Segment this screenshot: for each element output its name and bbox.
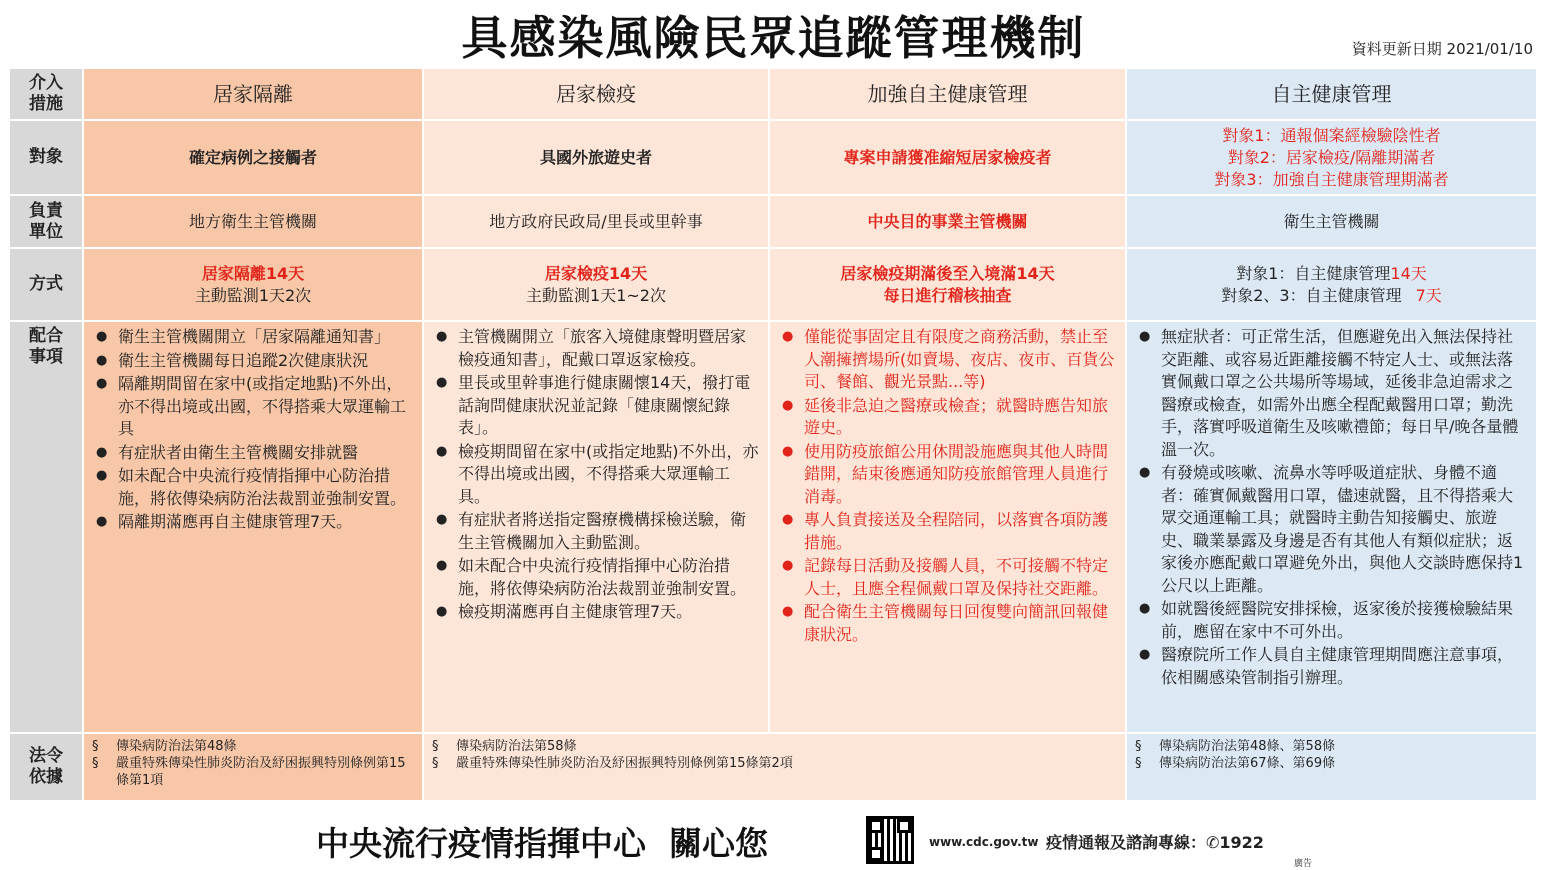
method-col1-line2: 主動監測1天2次 xyxy=(194,285,312,305)
qr-corner xyxy=(897,819,911,833)
management-table xyxy=(9,68,1537,801)
list-item: ● 里長或里幹事進行健康關懷14天，撥打電話詢問健康狀況並記錄「健康關懷紀錄表」。 xyxy=(434,372,760,440)
list-item: ● 延後非急迫之醫療或檢查；就醫時應告知旅遊史。 xyxy=(780,395,1117,440)
unit-col2: 地方政府民政局/里長或里幹事 xyxy=(423,195,769,248)
method-col4-line1-days: 14天 xyxy=(1390,263,1427,283)
method-col4-line1 xyxy=(1236,263,1427,285)
law-item: § 嚴重特殊傳染性肺炎防治及紓困振興特別條例第15條第1項 xyxy=(90,755,416,789)
law-item: § 嚴重特殊傳染性肺炎防治及紓困振興特別條例第15條第2項 xyxy=(430,755,1119,772)
list-item: ● 僅能從事固定且有限度之商務活動，禁止至人潮擁擠場所(如賣場、夜店、夜市、百貨公司、餐館、觀光景點...等) xyxy=(780,326,1117,394)
ad-label: 廣告 xyxy=(1294,859,1313,869)
method-col3-line1: 居家檢疫期滿後至入境滿14天 xyxy=(840,263,1055,283)
row-header-law: 法令 依據 xyxy=(9,733,83,801)
laws-col4-list xyxy=(1127,734,1536,772)
list-item: ● 使用防疫旅館公用休閒設施應與其他人時間錯開，結束後應通知防疫旅館管理人員進行消毒。 xyxy=(780,441,1117,509)
target-col3: 專案申請獲准縮短居家檢疫者 xyxy=(769,120,1126,195)
target-col4-line3: 對象3：加強自主健康管理期滿者 xyxy=(1214,169,1449,189)
items-col3 xyxy=(769,321,1126,733)
qr-corner xyxy=(869,847,883,861)
items-col2-list xyxy=(424,322,768,624)
method-col2-line1: 居家檢疫14天 xyxy=(544,263,648,283)
list-item: ● 如未配合中央流行疫情指揮中心防治措施，將依傳染病防治法裁罰並強制安置。 xyxy=(94,465,414,510)
law-item: § 傳染病防治法第48條 xyxy=(90,738,416,755)
target-col4 xyxy=(1126,120,1537,195)
items-col4-list xyxy=(1127,322,1536,689)
method-col4-line2-days: 7天 xyxy=(1415,285,1442,305)
target-col4-line1: 對象1：通報個案經檢驗陰性者 xyxy=(1222,125,1441,145)
list-item: ● 檢疫期間留在家中(或指定地點)不外出，亦不得出境或出國，不得搭乘大眾運輸工具。 xyxy=(434,441,760,509)
unit-col4: 衛生主管機關 xyxy=(1126,195,1537,248)
list-item: ● 隔離期滿應再自主健康管理7天。 xyxy=(94,511,414,534)
items-col1-list xyxy=(84,322,422,534)
method-col1 xyxy=(83,248,423,321)
update-date: 資料更新日期 2021/01/10 xyxy=(1351,40,1533,58)
target-col2: 具國外旅遊史者 xyxy=(423,120,769,195)
col-header-enhanced-self-health: 加強自主健康管理 xyxy=(769,68,1126,120)
col-header-home-quarantine: 居家檢疫 xyxy=(423,68,769,120)
law-item: § 傳染病防治法第48條、第58條 xyxy=(1133,738,1530,755)
list-item: ● 隔離期間留在家中(或指定地點)不外出，亦不得出境或出國，不得搭乘大眾運輸工具 xyxy=(94,373,414,441)
list-item: ● 專人負責接送及全程陪同，以落實各項防護措施。 xyxy=(780,509,1117,554)
law-item: § 傳染病防治法第67條、第69條 xyxy=(1133,755,1530,772)
list-item: ● 如未配合中央流行疫情指揮中心防治措施，將依傳染病防治法裁罰並強制安置。 xyxy=(434,555,760,600)
row-header-target: 對象 xyxy=(9,120,83,195)
law-item: § 傳染病防治法第58條 xyxy=(430,738,1119,755)
qr-code-icon xyxy=(866,816,914,864)
list-item: ● 檢疫期滿應再自主健康管理7天。 xyxy=(434,601,760,624)
method-col4-line2-text: 對象2、3：自主健康管理 xyxy=(1221,285,1402,305)
laws-col2-3 xyxy=(423,733,1126,801)
unit-col3: 中央目的事業主管機關 xyxy=(769,195,1126,248)
items-col3-list xyxy=(770,322,1125,646)
list-item: ● 有症狀者由衛生主管機關安排就醫 xyxy=(94,442,414,465)
items-col1 xyxy=(83,321,423,733)
row-header-cooperation: 配合 事項 xyxy=(9,321,83,733)
items-col4 xyxy=(1126,321,1537,733)
unit-col1: 地方衛生主管機關 xyxy=(83,195,423,248)
laws-col2-list xyxy=(424,734,1125,772)
list-item: ● 記錄每日活動及接觸人員，不可接觸不特定人士，且應全程佩戴口罩及保持社交距離。 xyxy=(780,555,1117,600)
list-item: ● 醫療院所工作人員自主健康管理期間應注意事項，依相關感染管制指引辦理。 xyxy=(1137,644,1528,689)
method-col4 xyxy=(1126,248,1537,321)
list-item: ● 有症狀者將送指定醫療機構採檢送驗，衛生主管機關加入主動監測。 xyxy=(434,509,760,554)
list-item: ● 無症狀者：可正常生活，但應避免出入無法保持社交距離、或容易近距離接觸不特定人士、或無法落實佩戴口罩之公共場所等場域，延後非急迫需求之醫療或檢查，如需外出應全程配戴醫用口罩；勤洗手，落實呼吸道衛生及咳嗽禮節；每日早/晚各量體溫一次。 xyxy=(1137,326,1528,461)
target-col1: 確定病例之接觸者 xyxy=(83,120,423,195)
method-col2 xyxy=(423,248,769,321)
qr-corner xyxy=(869,819,883,833)
method-col3 xyxy=(769,248,1126,321)
list-item: ● 主管機關開立「旅客入境健康聲明暨居家檢疫通知書」，配戴口罩返家檢疫。 xyxy=(434,326,760,371)
col-header-home-isolation: 居家隔離 xyxy=(83,68,423,120)
website-link[interactable]: www.cdc.gov.tw xyxy=(929,835,1039,849)
row-header-method: 方式 xyxy=(9,248,83,321)
list-item: ● 衛生主管機關每日追蹤2次健康狀況 xyxy=(94,350,414,373)
laws-col1-list xyxy=(84,734,422,789)
row-header-intervention: 介入 措施 xyxy=(9,68,83,120)
row-header-unit: 負責 單位 xyxy=(9,195,83,248)
page-title: 具感染風險民眾追蹤管理機制 xyxy=(461,11,1086,65)
items-col2 xyxy=(423,321,769,733)
hotline-text: 疫情通報及諮詢專線：✆1922 xyxy=(1046,833,1264,852)
target-col4-line2: 對象2：居家檢疫/隔離期滿者 xyxy=(1227,147,1436,167)
footer-slogan: 中央流行疫情指揮中心 關心您 xyxy=(316,824,768,863)
method-col3-line2: 每日進行稽核抽查 xyxy=(883,285,1012,305)
list-item: ● 衛生主管機關開立「居家隔離通知書」 xyxy=(94,326,414,349)
method-col4-line2 xyxy=(1221,285,1442,307)
laws-col1 xyxy=(83,733,423,801)
method-col4-line1-text: 對象1：自主健康管理 xyxy=(1236,263,1391,283)
laws-col4 xyxy=(1126,733,1537,801)
col-header-self-health: 自主健康管理 xyxy=(1126,68,1537,120)
list-item: ● 配合衛生主管機關每日回復雙向簡訊回報健康狀況。 xyxy=(780,601,1117,646)
list-item: ● 有發燒或咳嗽、流鼻水等呼吸道症狀、身體不適者：確實佩戴醫用口罩，儘速就醫，且不得搭乘大眾交通運輸工具；就醫時主動告知接觸史、旅遊史、職業暴露及身邊是否有其他人有類似症狀；返家後亦應配戴口罩避免外出，與他人交談時應保持1公尺以上距離。 xyxy=(1137,462,1528,597)
method-col2-line2: 主動監測1天1~2次 xyxy=(526,285,666,305)
list-item: ● 如就醫後經醫院安排採檢，返家後於接獲檢驗結果前，應留在家中不可外出。 xyxy=(1137,598,1528,643)
method-col1-line1: 居家隔離14天 xyxy=(201,263,305,283)
